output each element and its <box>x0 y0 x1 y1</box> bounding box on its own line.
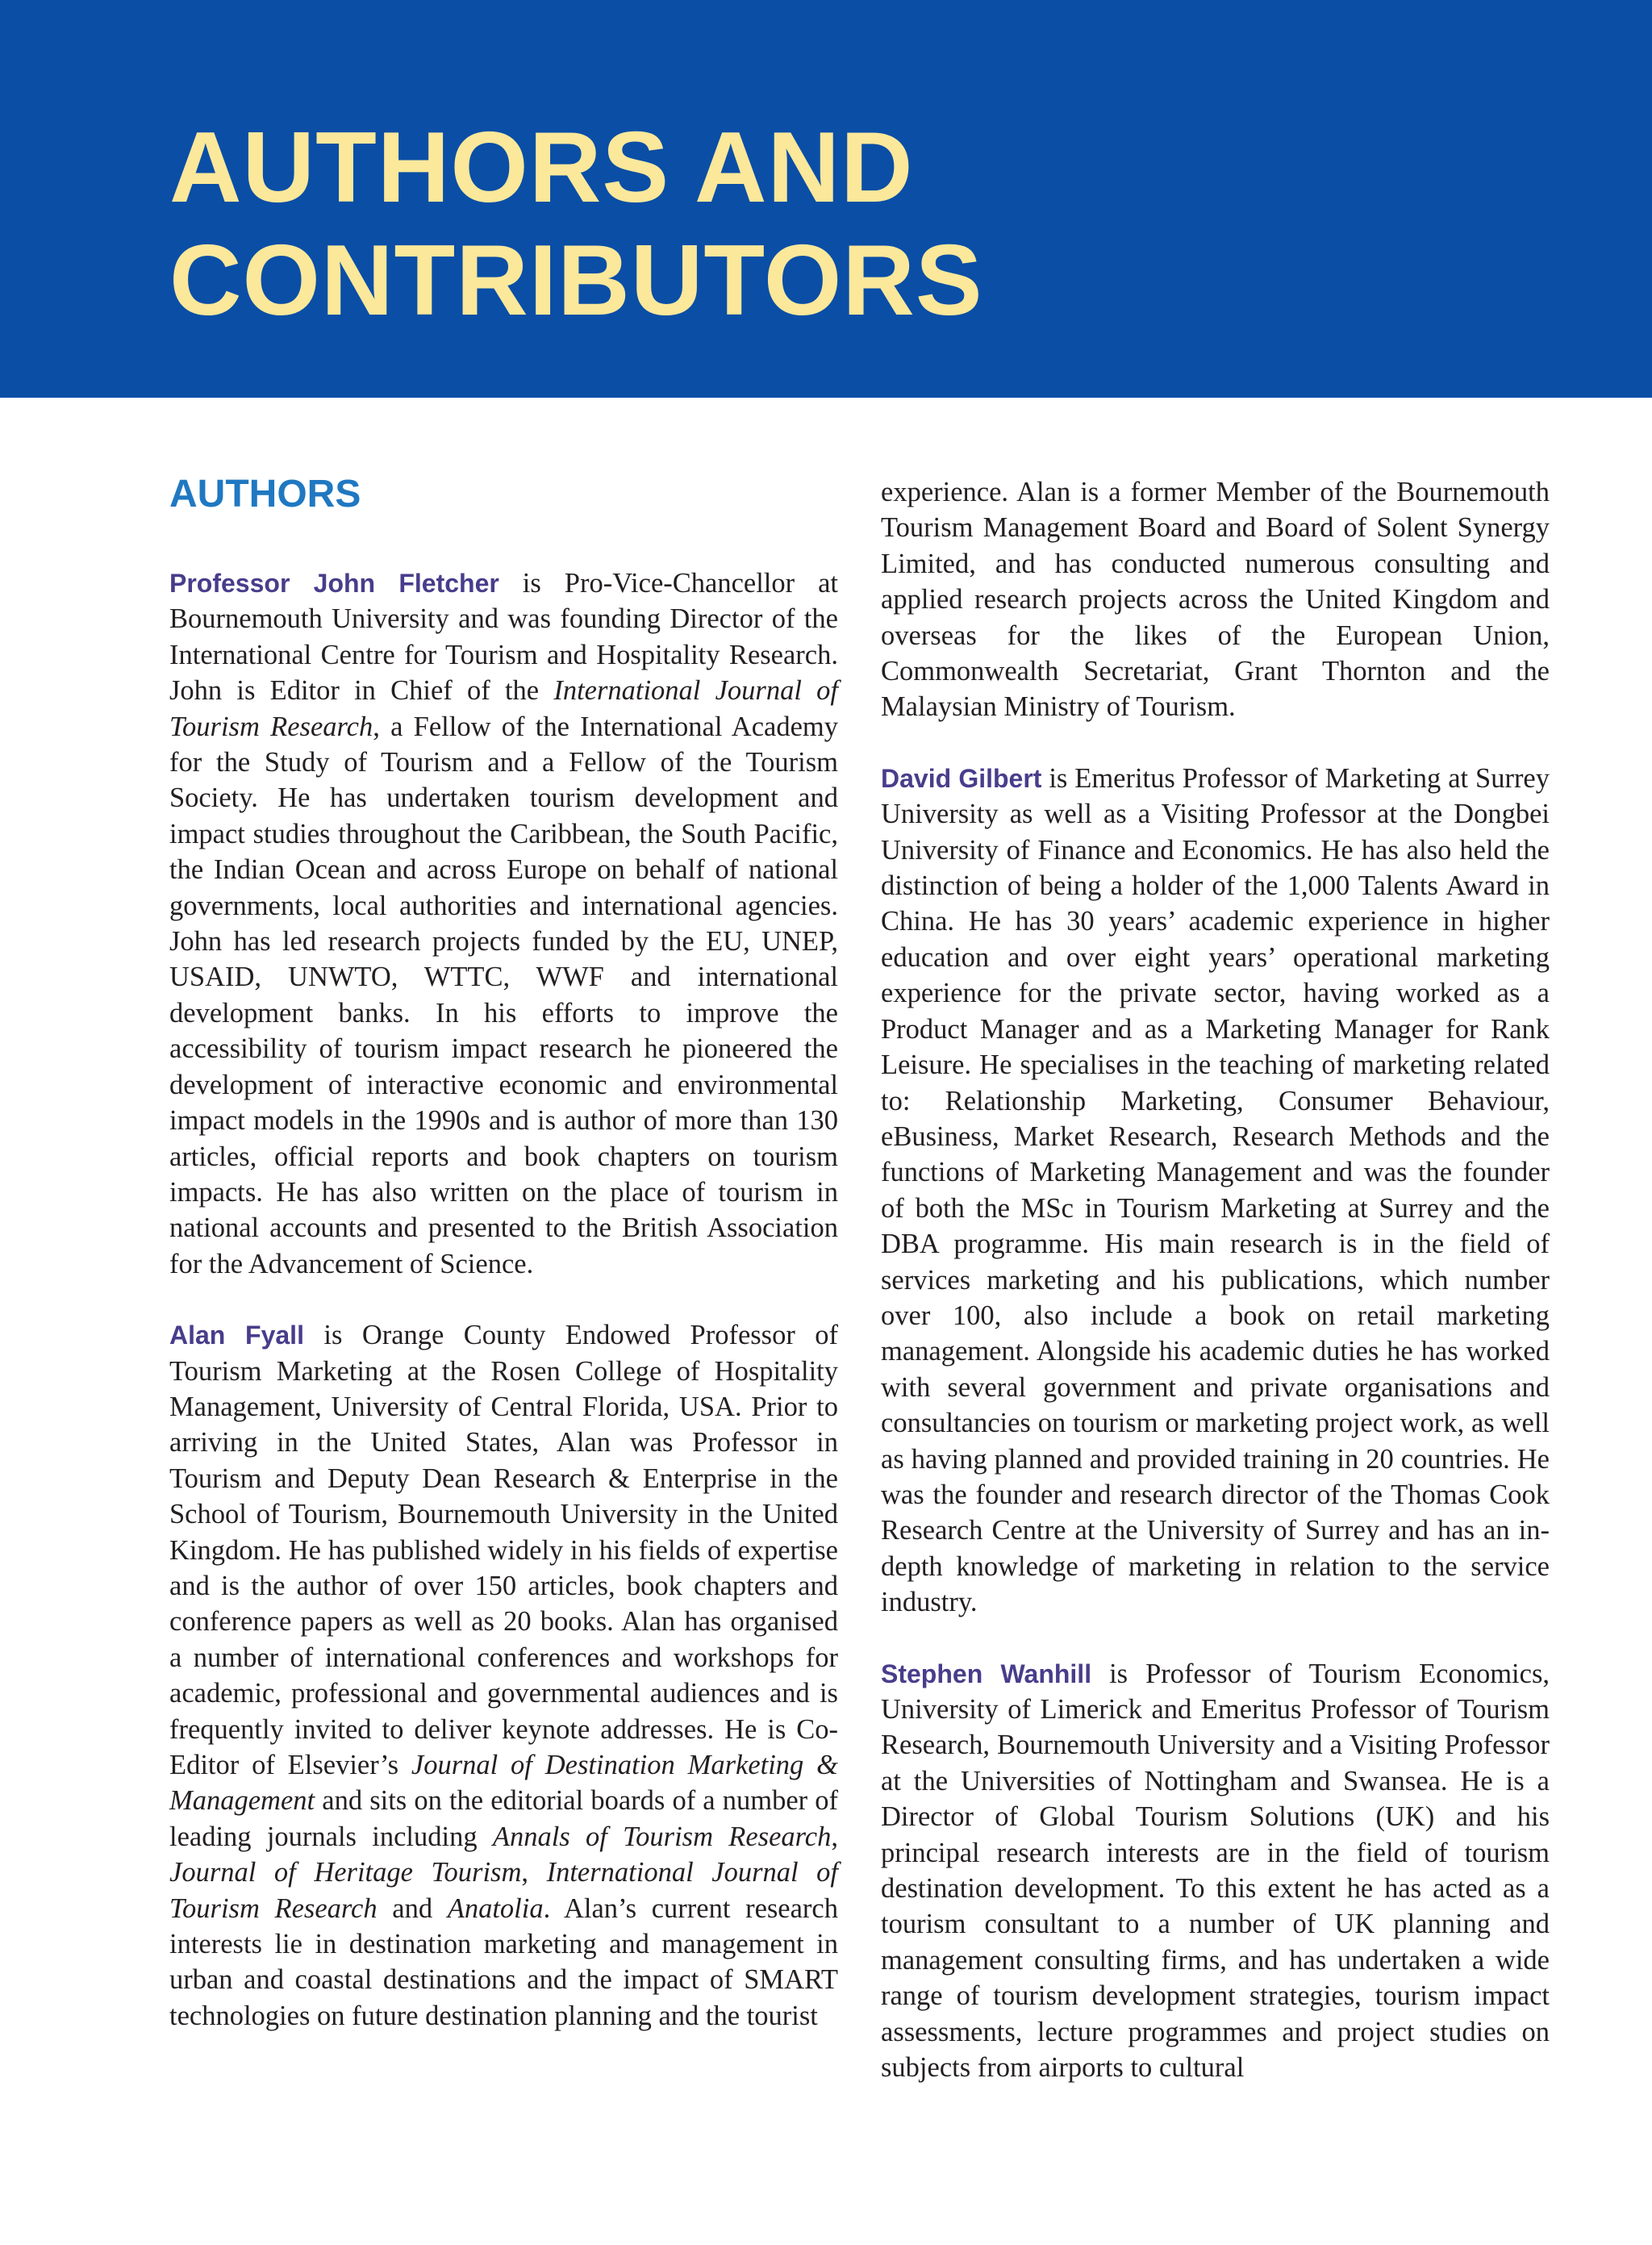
journal-title: Journal of Destination Marketing & Management <box>169 1750 838 1817</box>
bio-text: is Orange County Endowed Professor of Tourism Marketing at the Rosen College of Hospitality Management, University of Central Florida, USA. Prior to arriving in the United States, Alan was Professor in Tourism and Deputy Dean Research & Enterprise in the School of Tourism, Bournemouth University in the United Kingdom. He has published widely in his fields of expertise and is the author of over 150 articles, book chapters and conference papers as well as 20 books. Alan has organised a number of international conferences and workshops for academic, professional and governmental audiences and is frequently invited to deliver keynote addresses. He is Co-Editor of Elsevier’s <box>169 1320 839 1780</box>
journal-title: International Journal of Tourism Research <box>169 675 838 742</box>
bio-text: is Emeritus Professor of Marketing at Surrey University as well as a Visiting Professor at the Dongbei University of Finance and Economics. He has also held the distinction of being a holder of the 1,000 Talents Award in China. He has 30 years’ academic experience in higher education and over eight years’ operational marketing experience for the private sector, having worked as a Product Manager and as a Marketing Manager for Rank Leisure. He specialises in the teaching of marketing related to: Relationship Marketing, Consumer Behaviour, eBusiness, Market Research, Research Methods and the functions of Marketing Management and was the founder of both the MSc in Tourism Marketing at Surrey and the DBA programme. His main research is in the field of services marketing and his publications, which number over 100, also include a book on retail marketing management. Alongside his academic duties he has worked with several government and private organisations and consultancies on tourism or marketing project work, as well as having planned and provided training in 20 countries. He was the founder and research director of the Thomas Cook Research Centre at the University of Surrey and has an in-depth knowledge of marketing in relation to the service industry. <box>881 762 1550 1618</box>
bio-text: is Pro-Vice-Chancellor at Bournemouth University and was founding Director of the International Centre for Tourism and Hospitality Research. John is Editor in Chief of the <box>169 568 838 707</box>
bio-text: and sits on the editorial boards of a number of leading journals including <box>169 1785 838 1852</box>
bio-text: , <box>521 1857 547 1888</box>
section-heading: AUTHORS <box>169 473 361 515</box>
left-column <box>169 472 838 2069</box>
bio-text: and <box>377 1892 448 1924</box>
author-name: Alan Fyall <box>169 1321 304 1350</box>
journal-title: Journal of Heritage Tourism <box>169 1857 522 1888</box>
bio-stephen-wanhill <box>881 1656 1550 2086</box>
journal-title: International Journal of Tourism Research <box>169 1857 838 1924</box>
bio-john-fletcher <box>169 565 838 1282</box>
page-title <box>169 111 983 337</box>
author-name: David Gilbert <box>881 763 1042 793</box>
bio-text: is Professor of Tourism Economics, University of Limerick and Emeritus Professor of Tourism Research, Bournemouth University and a Visiting Professor at the Universities of Nottingham and Swansea. He is a Director of Global Tourism Solutions (UK) and his principal research interests are in the field of tourism destination development. To this extent he has acted as a tourism consultant to a number of UK planning and management consulting firms, and has undertaken a wide range of tourism development strategies, tourism impact assessments, lecture programmes and project studies on subjects from airports to cultural <box>881 1658 1550 2084</box>
page-title-line-2: CONTRIBUTORS <box>169 225 983 336</box>
author-name: Professor John Fletcher <box>169 569 499 598</box>
journal-title: Annals of Tourism Research <box>492 1821 832 1852</box>
page-title-line-1: AUTHORS AND <box>169 112 914 223</box>
right-column <box>881 474 1550 2121</box>
title-banner <box>0 0 1652 398</box>
journal-title: Anatolia <box>447 1892 544 1924</box>
bio-text: , a Fellow of the International Academy for the Study of Tourism and a Fellow of the Tourism Society. He has undertaken tourism development and impact studies throughout the Caribbean, the South Pacific, the Indian Ocean and across Europe on behalf of national governments, local authorities and international agencies. John has led research projects funded by the EU, UNEP, USAID, UNWTO, WTTC, WWF and international development banks. In his efforts to improve the accessibility of tourism impact research he pioneered the development of interactive economic and environmental impact models in the 1990s and is author of more than 130 articles, official reports and book chapters on tourism impacts. He has also written on the place of tourism in national accounts and presented to the British Association for the Advancement of Science. <box>169 711 838 1279</box>
bio-text: . Alan’s current research interests lie in destination marketing and management in urban and coastal destinations and the impact of SMART technologies on future destination planning and the tourist <box>169 1892 838 2031</box>
bio-alan-fyall-continued: experience. Alan is a former Member of the Bournemouth Tourism Management Board and Board of Solent Synergy Limited, and has conducted numerous consulting and applied research projects across the United Kingdom and overseas for the likes of the European Union, Commonwealth Secretariat, Grant Thornton and the Malaysian Ministry of Tourism. <box>881 477 1550 723</box>
author-name: Stephen Wanhill <box>881 1659 1092 1688</box>
bio-david-gilbert <box>881 761 1550 1621</box>
bio-alan-fyall <box>169 1317 838 2034</box>
bio-text: , <box>831 1821 838 1852</box>
